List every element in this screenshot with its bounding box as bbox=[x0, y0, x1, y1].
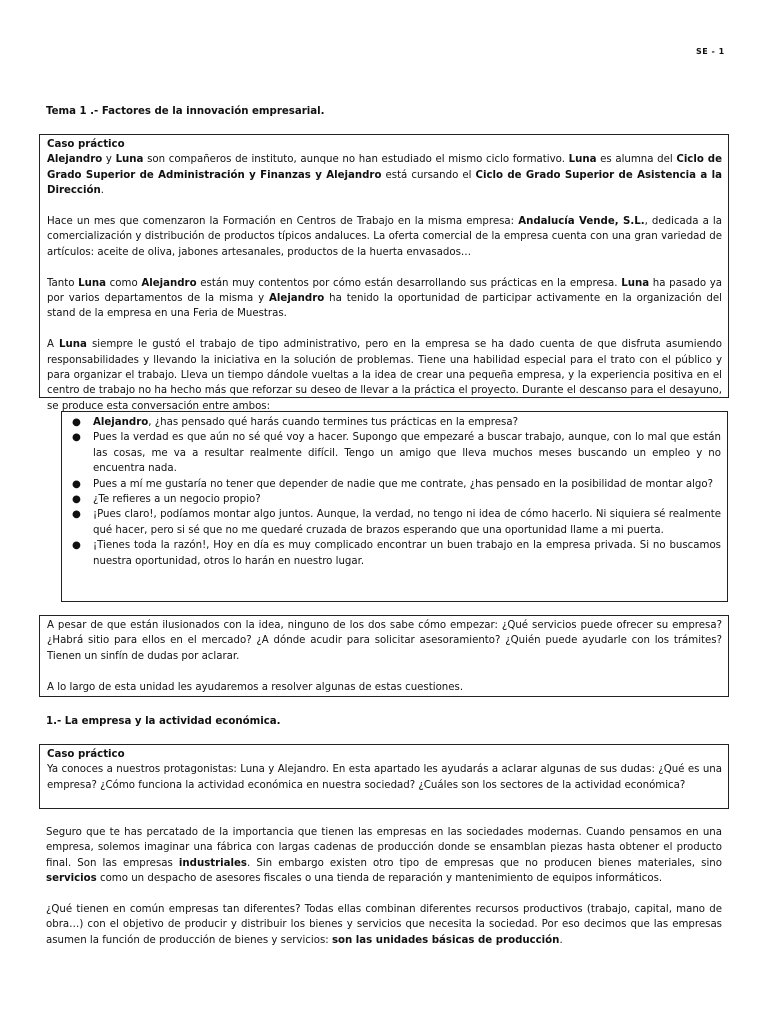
summary-paragraph: A lo largo de esta unidad les ayudaremos a resolver algunas de estas cuestiones. bbox=[47, 681, 464, 693]
text-run: ¿Qué tienen en común empresas tan diferentes? Todas ellas combinan diferentes recursos productivos (trabajo, capital, mano de obra…) con el objetivo de producir y distribuir los bienes y servicios que necesita la sociedad. Por eso decimos que las empresas asumen la función de producción de bienes y servicios: bbox=[46, 904, 722, 946]
text-run: Tanto bbox=[47, 277, 79, 289]
bullet-icon: ● bbox=[72, 478, 81, 490]
dialogue-item bbox=[69, 430, 721, 476]
text-run: como un despacho de asesores fiscales o una tienda de reparación y mantenimiento de equipos informáticos. bbox=[96, 873, 663, 885]
dialogue-item bbox=[69, 477, 721, 492]
case-paragraph: Ya conoces a nuestros protagonistas: Luna y Alejandro. En esta apartado les ayudarás a aclarar algunas de sus dudas: ¿Qué es una empresa? ¿Cómo funciona la actividad económica en nuestra sociedad? ¿Cuáles son los sectores de la actividad económica? bbox=[47, 764, 722, 791]
case-study-box bbox=[39, 744, 729, 809]
body-paragraph bbox=[46, 825, 722, 887]
case-study-box bbox=[39, 134, 729, 412]
bold-text: Alejandro bbox=[269, 293, 325, 305]
case-paragraph bbox=[47, 337, 722, 414]
bullet-icon: ● bbox=[72, 509, 81, 521]
case-paragraph bbox=[47, 152, 722, 198]
text-run: Pues a mí me gustaría no tener que depender de nadie que me contrate, ¿has pensado en la posibilidad de montar algo? bbox=[93, 478, 713, 490]
text-run: está cursando el bbox=[381, 169, 476, 181]
bold-text: Alejandro bbox=[47, 154, 103, 166]
dialogue-item bbox=[69, 415, 721, 430]
bold-text: Alejandro bbox=[141, 277, 197, 289]
text-run: Hace un mes que comenzaron la Formación en Centros de Trabajo en la misma empresa: bbox=[47, 216, 519, 228]
summary-paragraph: A pesar de que están ilusionados con la idea, ninguno de los dos sabe cómo empezar: ¿Qué servicios puede ofrecer su empresa? ¿Habrá sitio para ellos en el mercado? ¿A dónde acudir para solicitar asesoramiento? ¿Quién puede ayudarle con los trámites? Tienen un sinfín de dudas por aclarar. bbox=[47, 620, 722, 662]
text-run: están muy contentos por cómo están desarrollando sus prácticas en la empresa. bbox=[196, 277, 622, 289]
page-code: SE - 1 bbox=[696, 47, 725, 56]
text-run: es alumna del bbox=[596, 154, 677, 166]
case-study-title: Caso práctico bbox=[47, 749, 125, 760]
text-run: Pues la verdad es que aún no sé qué voy a hacer. Supongo que empezaré a buscar trabajo, aunque, con lo mal que están las cosas, me va a resultar realmente difícil. Tengo un amigo que lleva muchos meses buscando un empleo y no encuentra nada. bbox=[93, 432, 721, 475]
case-study-title: Caso práctico bbox=[47, 139, 125, 150]
text-run: siempre le gustó el trabajo de tipo administrativo, pero en la empresa se ha dado cuenta de que disfruta asumiendo responsabilidades y llevando la iniciativa en la solución de problemas. Tiene una habilidad especial para el trato con el público y para organizar el trabajo. Lleva un tiempo dándole vueltas a la idea de crear una pequeña empresa, y la experiencia positiva en el centro de trabajo no ha hecho más que reforzar su deseo de llevar a la práctica el proyecto. Durante el descanso para el desayuno, se produce esta conversación entre ambos: bbox=[47, 339, 722, 412]
text-run: A bbox=[47, 339, 60, 351]
bold-text: son las unidades básicas de producción bbox=[331, 934, 560, 946]
body-text bbox=[46, 825, 722, 948]
bold-text: Ciclo de Grado Superior de Administración y Finanzas y Alejandro bbox=[47, 154, 722, 181]
text-run: . Sin embargo existen otro tipo de empresas que no producen bienes materiales, sino bbox=[247, 857, 722, 869]
case-paragraph bbox=[47, 214, 722, 260]
bullet-icon: ● bbox=[72, 494, 81, 506]
bold-text: Luna bbox=[568, 154, 597, 166]
bold-text: Luna bbox=[621, 277, 650, 289]
text-run: . bbox=[100, 185, 104, 197]
dialogue-item bbox=[69, 492, 721, 507]
text-run: ¡Tienes toda la razón!, Hoy en día es muy complicado encontrar un buen trabajo en la empresa privada. Si no buscamos nuestra oportunidad, otros lo harán en nuestro lugar. bbox=[93, 540, 721, 567]
text-run: como bbox=[106, 277, 142, 289]
text-run: Seguro que te has percatado de la importancia que tienen las empresas en las sociedades modernas. Cuando pensamos en una empresa, solemos imaginar una fábrica con largas cadenas de producción donde se ensamblan piezas hasta obtener el producto final. Son las empresas bbox=[46, 827, 722, 869]
text-run: . bbox=[559, 934, 563, 946]
dialogue-box bbox=[61, 411, 728, 602]
text-run: son compañeros de instituto, aunque no han estudiado el mismo ciclo formativo. bbox=[143, 154, 569, 166]
bold-text: Alejandro bbox=[93, 417, 149, 428]
bold-text: Luna bbox=[115, 154, 144, 166]
section-title: Tema 1 .- Factores de la innovación empresarial. bbox=[46, 106, 325, 117]
text-run: ha tenido la oportunidad de participar activamente en la organización del stand de la empresa en una Feria de Muestras. bbox=[47, 293, 722, 320]
text-run: ¿Te refieres a un negocio propio? bbox=[93, 494, 261, 506]
dialogue-list bbox=[69, 415, 721, 569]
text-run: , ¿has pensado qué harás cuando termines tus prácticas en la empresa? bbox=[148, 417, 518, 428]
summary-box bbox=[39, 615, 729, 697]
case-paragraph bbox=[47, 276, 722, 322]
text-run: ha pasado ya por varios departamentos de la misma y bbox=[47, 277, 723, 305]
bold-text: Luna bbox=[59, 339, 87, 351]
bullet-icon: ● bbox=[72, 432, 81, 444]
bullet-icon: ● bbox=[72, 417, 81, 428]
bold-text: Luna bbox=[78, 277, 107, 289]
section-title: 1.- La empresa y la actividad económica. bbox=[46, 716, 281, 727]
body-paragraph bbox=[46, 902, 722, 948]
bold-text: servicios bbox=[46, 873, 97, 885]
dialogue-item bbox=[69, 507, 721, 538]
bold-text: Andalucía Vende, S.L. bbox=[518, 216, 645, 228]
dialogue-item bbox=[69, 538, 721, 569]
text-run: , dedicada a la comercialización y distribución de productos típicos andaluces. La oferta comercial de la empresa cuenta con una gran variedad de artículos: aceite de oliva, jabones artesanales, productos de la huerta envasados… bbox=[47, 216, 722, 258]
bullet-icon: ● bbox=[72, 540, 81, 552]
text-run: y bbox=[102, 154, 116, 166]
bold-text: Ciclo de Grado Superior de Asistencia a la Dirección bbox=[47, 169, 722, 197]
bold-text: industriales bbox=[178, 857, 247, 869]
text-run: ¡Pues claro!, podíamos montar algo juntos. Aunque, la verdad, no tengo ni idea de cómo hacerlo. Ni siquiera sé realmente qué hacer, pero si sé que no me quedaré cruzada de brazos esperando que una oportunidad llame a mi puerta. bbox=[93, 509, 721, 536]
